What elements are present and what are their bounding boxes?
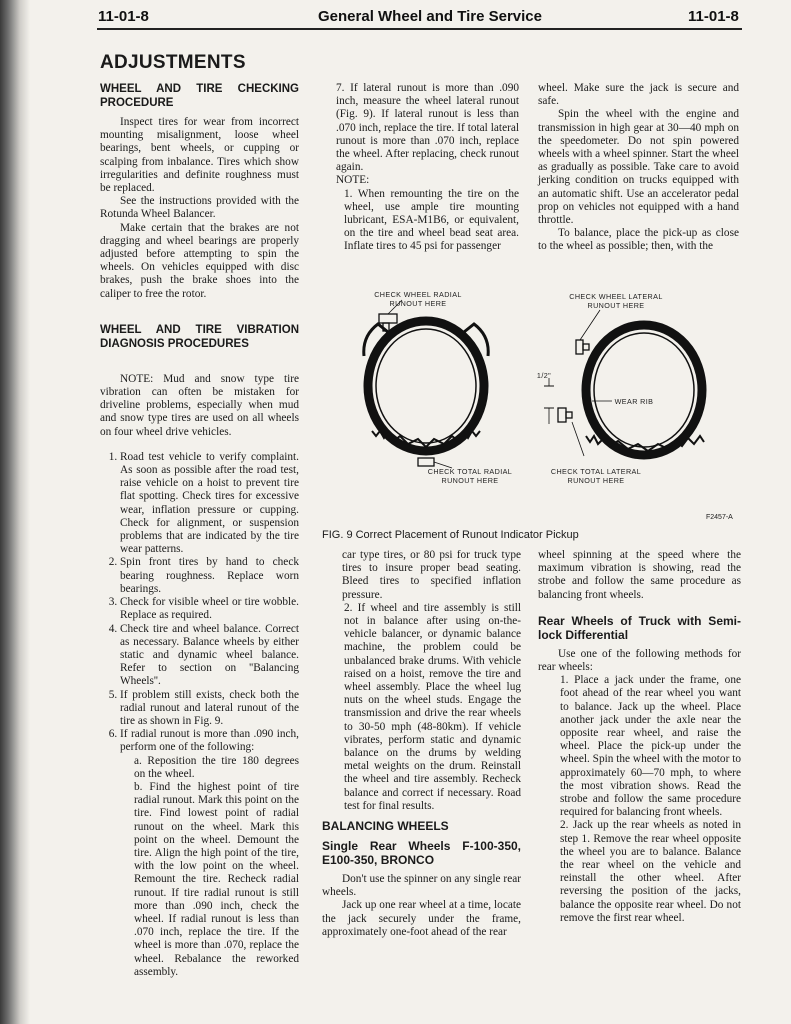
page-number-left: 11-01-8: [98, 8, 149, 25]
paragraph: Spin the wheel with the engine and transmission in high gear at 30—40 mph on the speedometer. Do not spin powered wheels with a wheel spinner. Start the wheel as gradually as possible. Take care to avoid jerking condition on trucks equipped with an automatic shift. Use an accelerator pedal prop on vehicles not equipped with a hand throttle.: [538, 108, 739, 227]
column-1: [100, 82, 299, 979]
runout-figure: [322, 286, 742, 526]
diagnosis-steps-list: [100, 451, 299, 755]
label-wear-rib: WEAR RIB: [614, 397, 654, 406]
list-item: 5. If problem still exists, check both the radial runout and lateral runout of the tire as shown in Fig. 9.: [120, 689, 299, 729]
list-item: 3. Check for visible wheel or tire wobble. Replace as required.: [120, 596, 299, 622]
note-paragraph: NOTE: Mud and snow type tire vibration can often be mistaken for driveline problems, especially when mud and snow type tires are used on all wheels on four wheel drive vehicles.: [100, 372, 299, 438]
paragraph: car type tires, or 80 psi for truck type tires to insure proper bead seating. Bleed tires to specified inflation pressure.: [342, 549, 521, 601]
header-rule: [97, 28, 742, 30]
list-item-2: 2. Jack up the rear wheels as noted in step 1. Remove the rear wheel opposite the wheel you are to balance. Balance the rear wheel on the vehicle and reinstall the other wheel. After reversing the position of the jacks, balance the opposite rear wheel. Do not remove the first rear wheel.: [560, 819, 741, 924]
running-header-title: General Wheel and Tire Service: [318, 8, 542, 25]
list-item: 6. If radial runout is more than .090 inch, perform one of the following:: [120, 728, 299, 754]
paragraph: Jack up one rear wheel at a time, locate the jack securely under the frame, approximately one-foot ahead of the rear: [322, 899, 521, 938]
note-label: NOTE:: [336, 174, 370, 187]
column-3-top: [538, 82, 739, 254]
label-check-total-radial: CHECK TOTAL RADIAL RUNOUT HERE: [427, 467, 513, 485]
paragraph: To balance, place the pick-up as close to the wheel as possible; then, with the: [538, 227, 739, 253]
list-item-1: 1. Place a jack under the frame, one foot ahead of the rear wheel you want to balance. Jack up the wheel. Place another jack under the axle near the opposite rear wheel, and raise the wheel. Place the pick-up under the wheel. Spin the wheel with the motor to approximately 60—70 mph, to where the most vibration shows. Read the strobe and follow the same procedure required for balancing front wheels.: [560, 674, 741, 819]
list-item-7: 7. If lateral runout is more than .090 inch, measure the wheel lateral runout (Fig. 9). If lateral runout is less than .070 inch, replace the tire. If total lateral runout is more than .070 inch, replace the wheel. After replacing, check runout again.: [336, 82, 519, 174]
note-item-1: 1. When remounting the tire on the wheel, use ample tire mounting lubricant, ESA-M1B6, or equivalent, on the tire and wheel bead seat area. Inflate tires to 45 psi for passenger: [344, 187, 519, 253]
heading-checking-procedure: WHEEL AND TIRE CHECKING PROCEDURE: [100, 83, 299, 109]
section-title: ADJUSTMENTS: [100, 52, 246, 73]
page-binding-edge: [0, 0, 30, 1024]
figure-id: F2457-A: [706, 514, 733, 521]
heading-balancing-wheels: BALANCING WHEELS: [322, 819, 449, 834]
heading-single-rear-wheels: Single Rear Wheels F-100-350, E100-350, BRONCO: [322, 839, 521, 868]
list-item: 2. Spin front tires by hand to check bearing roughness. Replace worn bearings.: [120, 556, 299, 596]
list-item: 4. Check tire and wheel balance. Correct as necessary. Balance wheels by either static and dynamic wheel balance. Refer to section on ''Balancing Wheels''.: [120, 623, 299, 689]
label-check-wheel-lateral: CHECK WHEEL LATERAL RUNOUT HERE: [569, 292, 663, 310]
tire-radial-diagram: [364, 300, 488, 468]
page-number-right: 11-01-8: [688, 8, 739, 25]
paragraph: wheel. Make sure the jack is secure and safe.: [538, 82, 739, 108]
label-check-wheel-radial: CHECK WHEEL RADIAL RUNOUT HERE: [374, 290, 462, 308]
column-2-bottom: [322, 549, 521, 939]
paragraph: Inspect tires for wear from incorrect mounting misalignment, loose wheel bearings, bent wheels, or cupping or scalping from inbalance. Tires which show irregularities and definite roughness must be replaced.: [100, 116, 299, 195]
heading-vibration-diagnosis: WHEEL AND TIRE VIBRATION DIAGNOSIS PROCEDURES: [100, 323, 299, 350]
paragraph: See the instructions provided with the Rotunda Wheel Balancer.: [100, 195, 299, 221]
column-2-top: [322, 82, 519, 254]
paragraph: Don't use the spinner on any single rear wheels.: [322, 873, 521, 899]
figure-caption: FIG. 9 Correct Placement of Runout Indicator Pickup: [322, 529, 579, 541]
list-item: 1. Road test vehicle to verify complaint. As soon as possible after the road test, raise vehicle on a hoist to prevent tire flat spotting. Check tires for excessive wear, inflation pressure or cupping. Check for alignment, or suspension problems that are indicated by the tire wear patterns.: [120, 451, 299, 557]
sub-item-a: a. Reposition the tire 180 degrees on the wheel.: [134, 754, 299, 780]
label-check-total-lateral: CHECK TOTAL LATERAL RUNOUT HERE: [550, 467, 642, 485]
column-3-bottom: [538, 549, 741, 925]
label-dimension: 1/2": [536, 371, 552, 380]
paragraph: wheel spinning at the speed where the maximum vibration is showing, read the strobe and follow the same procedure as balancing front wheels.: [538, 549, 741, 601]
sub-item-b: b. Find the highest point of tire radial runout. Mark this point on the tire. Find lowest point of radial runout on the wheel. Mark this point on the wheel. Demount the tire. Align the high point of the tire, with the low point on the wheel. Remount the tire. Recheck radial runout. If tire radial runout is still more than .090 inch, check the wheel. If radial runout is less than .070 inch, replace the tire. If the wheel is more than .070, replace the wheel. Rebalance the reworked assembly.: [134, 780, 299, 978]
heading-semi-lock-differential: Rear Wheels of Truck with Semi-lock Differential: [538, 613, 741, 642]
paragraph: Make certain that the brakes are not dragging and wheel bearings are properly adjusted before attempting to spin the wheels. On vehicles equipped with disc brakes, push the brake shoes into the caliper to free the rotor.: [100, 221, 299, 300]
list-item-2: 2. If wheel and tire assembly is still not in balance after using on-the-vehicle balancer, or dynamic balance machine, the problem could be unbalanced brake drums. With vehicle raised on a hoist, remove the tire and wheel assembly. Place the wheel lug nuts on the wheel studs. Engage the transmission and drive the rear wheels to 30-50 mph (48-80km). If vehicle vibrates, perform static and dynamic balance on the drums by welding metal weights on the drum. Reinstall the wheel and tire assembly. Recheck balance and correct if necessary. Road test for final results.: [344, 601, 521, 812]
tire-lateral-diagram: [544, 310, 704, 456]
paragraph: Use one of the following methods for rear wheels:: [538, 647, 741, 674]
